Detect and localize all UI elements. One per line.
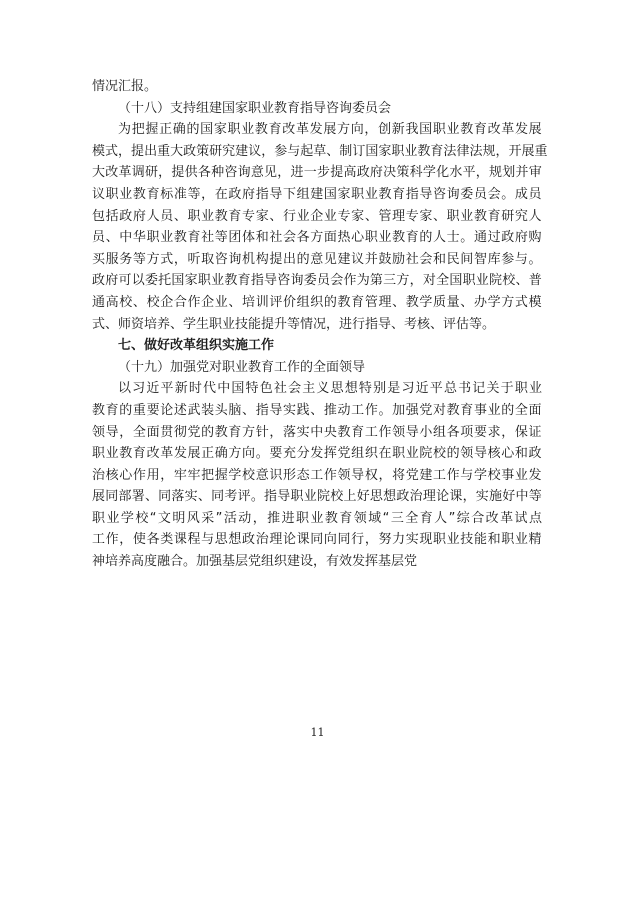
text-line: 员 、 中 华 职 业 教 育 社 等 团 体 和 社 会 各 方 面 热 心 职 业 教 育 的 人 士 。 通 过 政 府 购 xyxy=(92,230,542,246)
text-line: 展 同 部 署 、 同 落 实 、 同 考 评 。 指 导 职 业 院 校 上 好 思 想 政 治 理 论 课 ， 实 施 好 中 等 xyxy=(92,489,542,505)
subsection-heading xyxy=(92,357,542,379)
text-line: 情况汇报。 xyxy=(92,79,158,94)
text-line: 以 习 近 平 新 时 代 中 国 特 色 社 会 主 义 思 想 特 别 是 习 近 平 总 书 记 关 于 职 业 xyxy=(118,381,542,397)
paragraph xyxy=(92,378,542,572)
text-line: 为 把 握 正 确 的 国 家 职 业 教 育 改 革 发 展 方 向 ， 创 新 我 国 职 业 教 育 改 革 发 展 xyxy=(118,122,542,138)
text-line: 买 服 务 等 方 式 ， 听 取 咨 询 机 构 提 出 的 意 见 建 议 并 鼓 励 社 会 和 民 间 智 库 参 与 。 xyxy=(92,251,542,267)
section-heading xyxy=(92,335,542,357)
subsection-heading xyxy=(92,98,542,120)
text-line: 治 核 心 作 用 ， 牢 牢 把 握 学 校 意 识 形 态 工 作 领 导 权 ， 将 党 建 工 作 与 学 校 事 业 发 xyxy=(92,467,542,483)
paragraph xyxy=(92,119,548,335)
text-line: 式、师资培养、学生职业技能提升等情况，进行指导、考核、评估等。 xyxy=(92,316,496,332)
text-line: 议 职 业 教 育 标 准 等 ， 在 政 府 指 导 下 组 建 国 家 职 业 教 育 指 导 咨 询 委 员 会 。 成 员 xyxy=(92,186,542,202)
text-line: （十九）加强党对职业教育工作的全面领导 xyxy=(118,359,366,375)
text-line: 包 括 政 府 人 员 、 职 业 教 育 专 家 、 行 业 企 业 专 家 、 管 理 专 家 、 职 业 教 育 研 究 人 xyxy=(92,208,542,224)
page-number: 11 xyxy=(310,726,325,739)
text-line: 领 导 ， 全 面 贯 彻 党 的 教 育 方 针 ， 落 实 中 央 教 育 工 作 领 导 小 组 各 项 要 求 ， 保 证 xyxy=(92,424,542,440)
paragraph xyxy=(92,76,542,98)
document-body xyxy=(92,76,548,573)
text-line: （十八）支持组建国家职业教育指导咨询委员会 xyxy=(118,100,392,116)
text-line: 通 高 校 、 校 企 合 作 企 业 、 培 训 评 价 组 织 的 教 育 管 理 、 教 学 质 量 、 办 学 方 式 模 xyxy=(92,294,542,310)
text-line: 职 业 教 育 改 革 发 展 正 确 方 向 。 要 充 分 发 挥 党 组 织 在 职 业 院 校 的 领 导 核 心 和 政 xyxy=(92,446,542,462)
text-line: 七、做好改革组织实施工作 xyxy=(118,338,275,354)
text-line: 职 业 学 校 “ 文 明 风 采 ” 活 动 ， 推 进 职 业 教 育 领 域 “ 三 全 育 人 ” 综 合 改 革 试 点 xyxy=(92,510,542,526)
text-line: 神培养高度融合。加强基层党组织建设，有效发挥基层党 xyxy=(92,554,418,570)
text-line: 教 育 的 重 要 论 述 武 装 头 脑 、 指 导 实 践 、 推 动 工 作 。 加 强 党 对 教 育 事 业 的 全 面 xyxy=(92,402,542,418)
text-line: 模 式 ， 提 出 重 大 政 策 研 究 建 议 ， 参 与 起 草 、 制 订 国 家 职 业 教 育 法 律 法 规 ， 开 展 重 xyxy=(92,143,548,159)
text-line: 工 作 ， 使 各 类 课 程 与 思 想 政 治 理 论 课 同 向 同 行 ， 努 力 实 现 职 业 技 能 和 职 业 精 xyxy=(92,532,542,548)
text-line: 政 府 可 以 委 托 国 家 职 业 教 育 指 导 咨 询 委 员 会 作 为 第 三 方 ， 对 全 国 职 业 院 校 、 普 xyxy=(92,273,542,289)
text-line: 大 改 革 调 研 ， 提 供 各 种 咨 询 意 见 ， 进 一 步 提 高 政 府 决 策 科 学 化 水 平 ， 规 划 并 审 xyxy=(92,165,542,181)
